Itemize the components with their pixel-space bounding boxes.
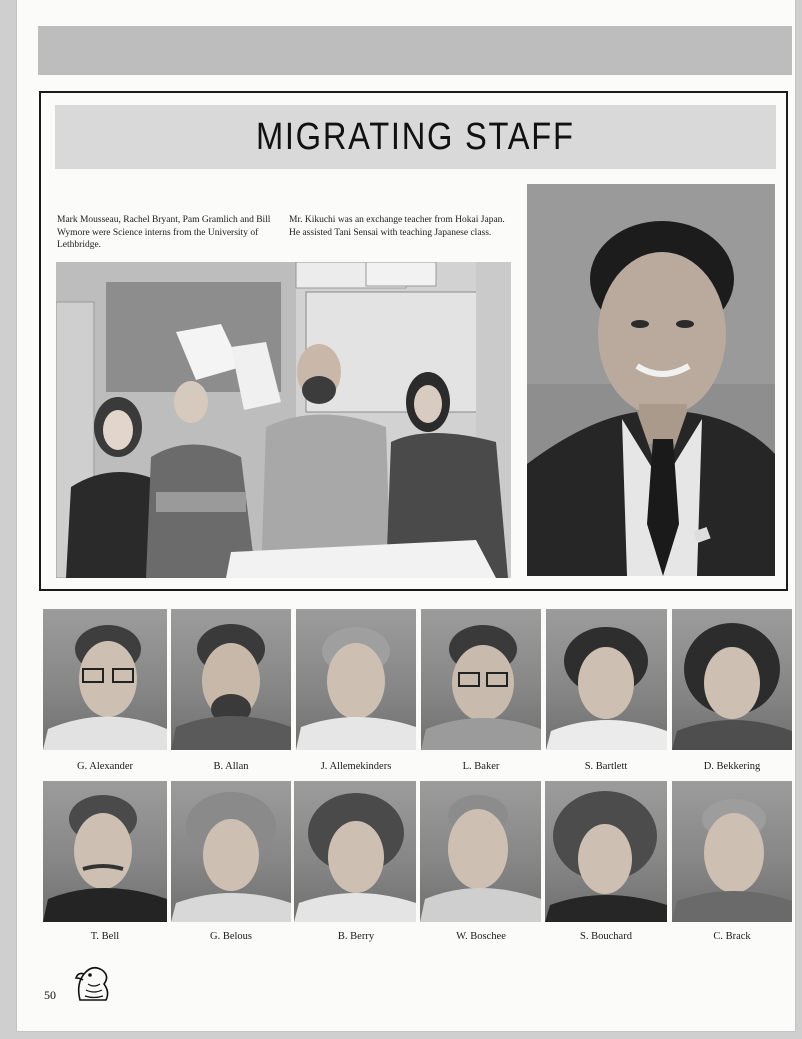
- portrait: [672, 781, 792, 922]
- portrait: [43, 609, 167, 750]
- portrait: [171, 781, 291, 922]
- staff-name: D. Bekkering: [703, 761, 761, 772]
- parrot-icon: [70, 962, 114, 1002]
- group-photo: [56, 262, 511, 578]
- portrait: [421, 609, 541, 750]
- group-photo-caption: Mark Mousseau, Rachel Bryant, Pam Gramlich and Bill Wymore were Science interns from the University of Lethbridge.: [57, 215, 271, 250]
- portrait: [420, 781, 541, 922]
- portrait: [294, 781, 416, 922]
- staff-name: T. Bell: [90, 931, 120, 942]
- portrait: [672, 609, 792, 750]
- teacher-portrait: [527, 184, 775, 576]
- staff-name: C. Brack: [713, 931, 751, 942]
- portrait: [545, 781, 667, 922]
- portrait: [296, 609, 416, 750]
- portrait: [43, 781, 167, 922]
- staff-name: G. Alexander: [77, 761, 133, 772]
- staff-name: S. Bouchard: [580, 931, 632, 942]
- staff-name: J. Allemekinders: [320, 761, 392, 772]
- staff-name: B. Berry: [337, 931, 375, 942]
- teacher-photo-caption: Mr. Kikuchi was an exchange teacher from Hokai Japan. He assisted Tani Sensai with teaching Japanese class.: [289, 215, 505, 238]
- staff-name: S. Bartlett: [584, 761, 628, 772]
- title-band: [55, 105, 776, 169]
- portrait: [546, 609, 667, 750]
- page-title: MIGRATING STAFF: [256, 115, 575, 158]
- portrait: [171, 609, 291, 750]
- staff-name: L. Baker: [462, 761, 500, 772]
- staff-name: W. Boschee: [456, 931, 506, 942]
- staff-name: G. Belous: [210, 931, 252, 942]
- page-number: 50: [44, 988, 56, 1002]
- staff-name: B. Allan: [213, 761, 249, 772]
- header-band: [38, 26, 792, 75]
